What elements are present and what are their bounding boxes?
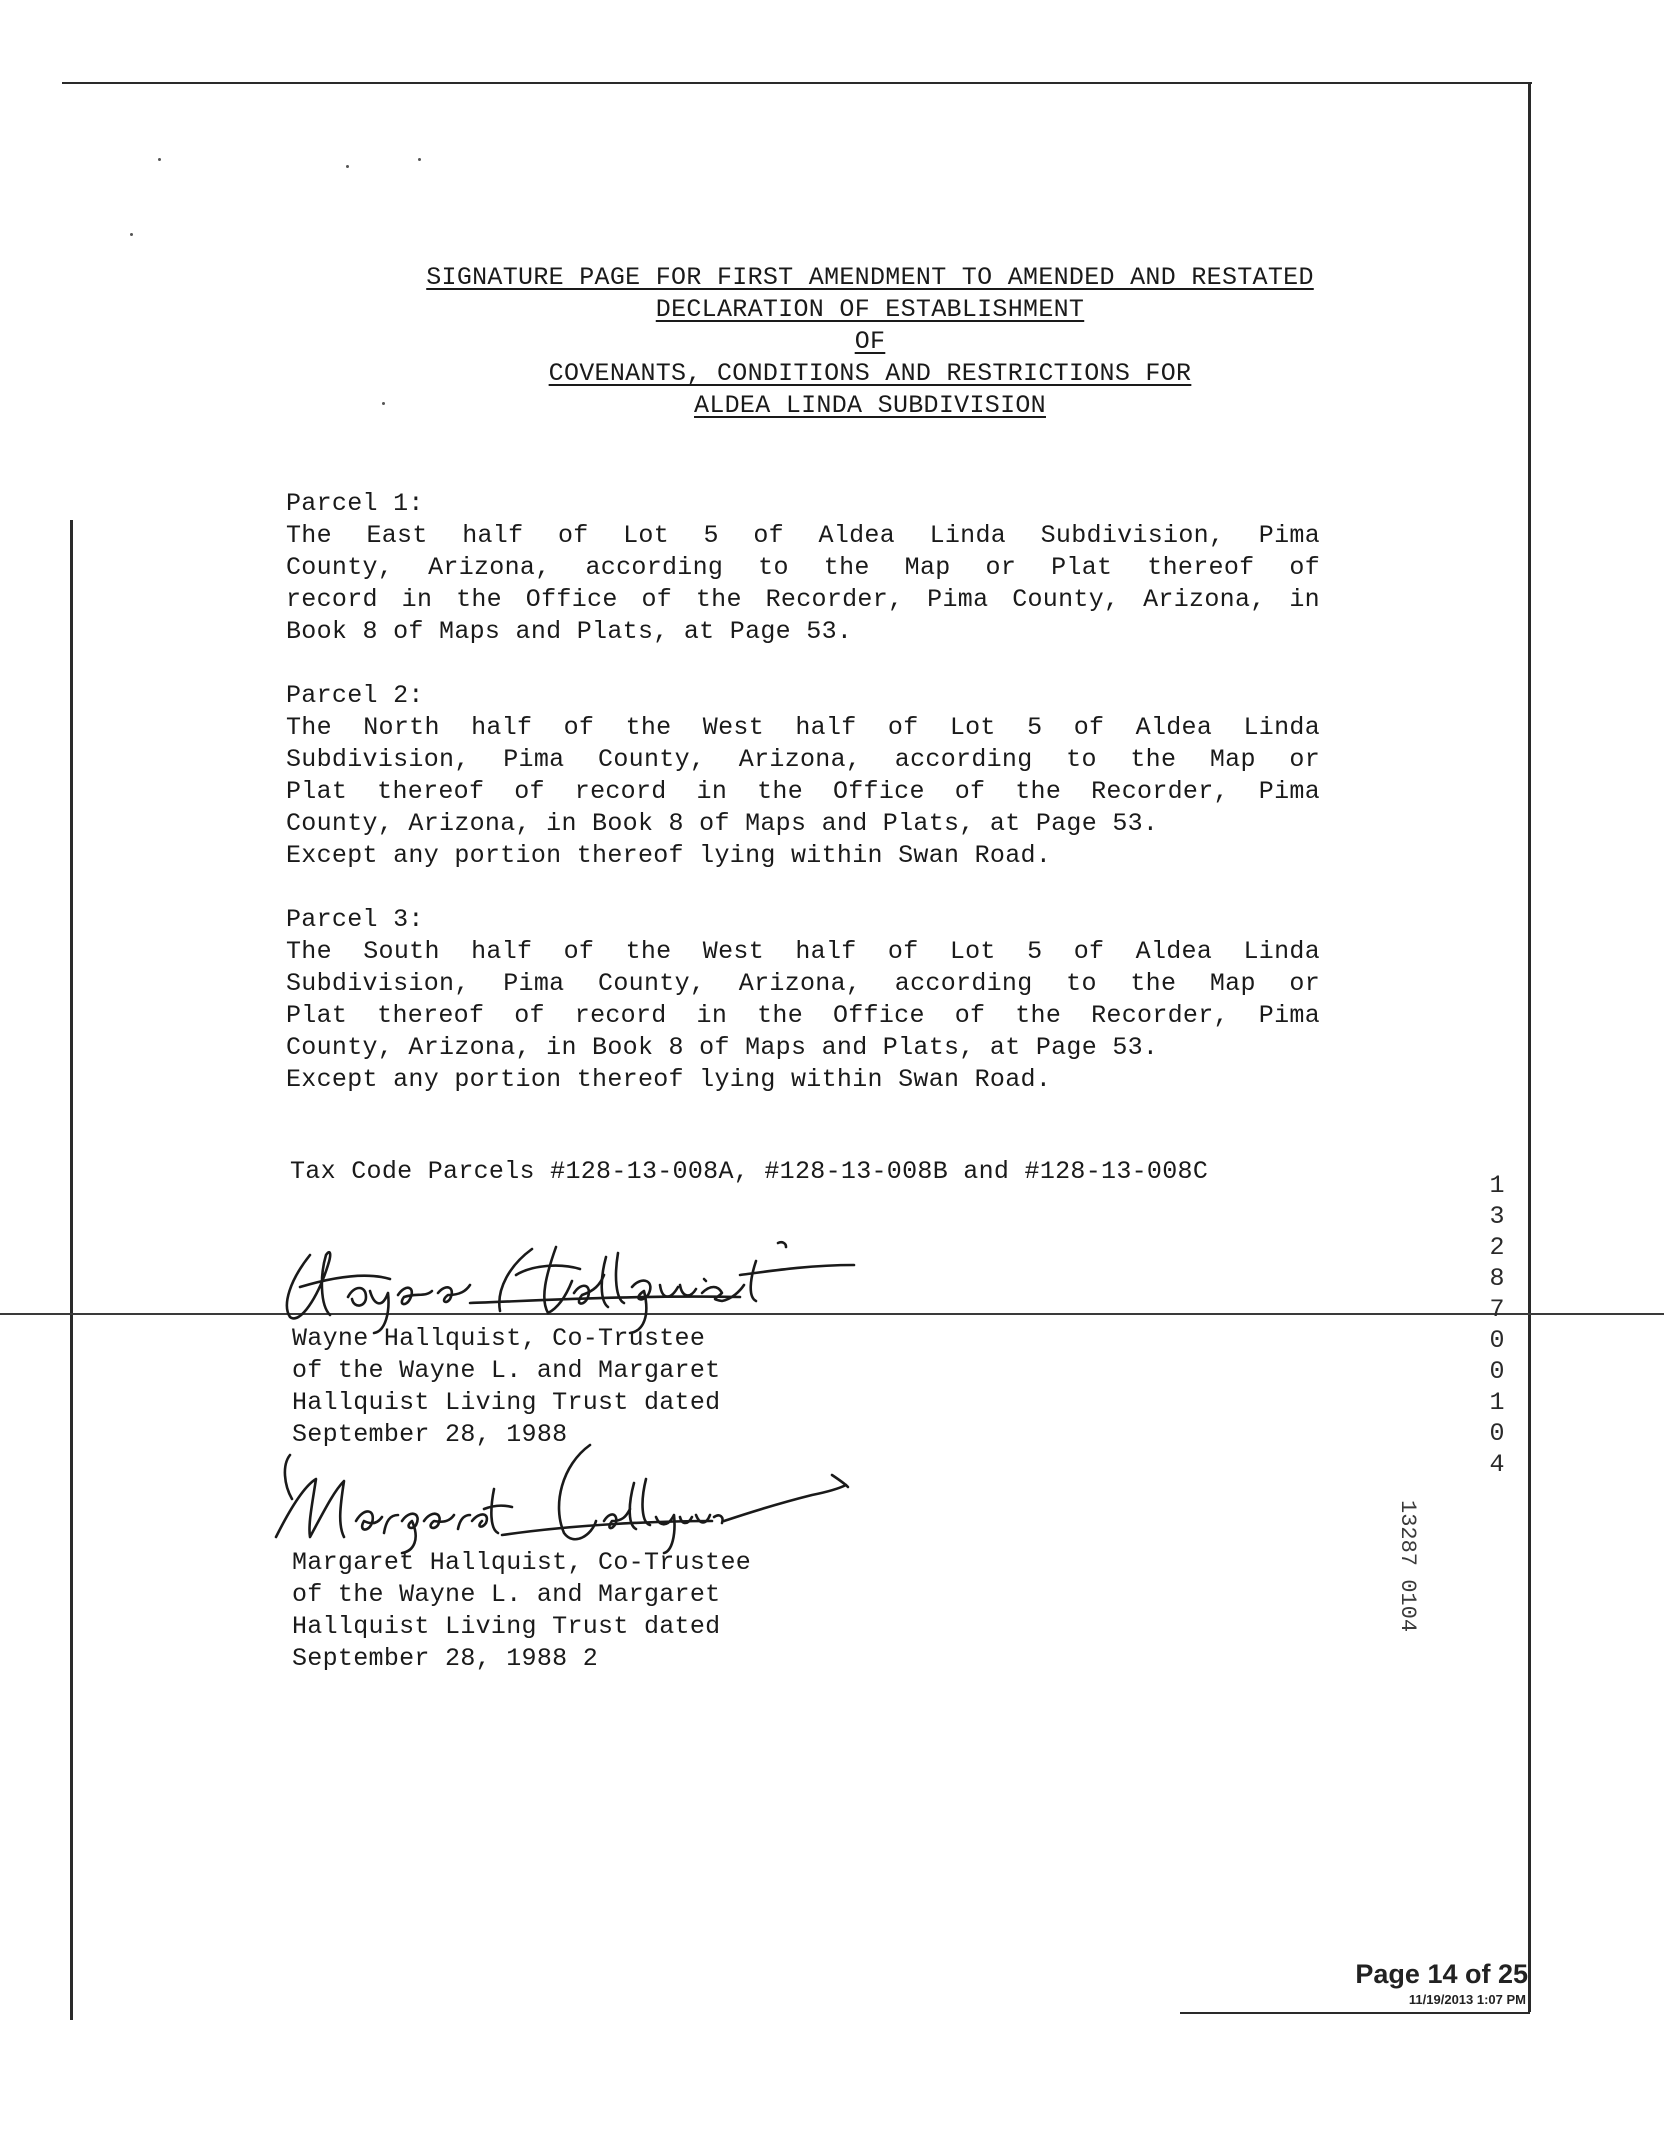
parcel-text-line: Except any portion thereof lying within Swan Road. <box>286 841 1052 870</box>
recording-digit: 8 <box>1489 1264 1505 1293</box>
parcel-text-line: Except any portion thereof lying within Swan Road. <box>286 1065 1052 1094</box>
parcel-text-line: County, Arizona, in Book 8 of Maps and Plats, at Page 53. <box>286 809 1159 838</box>
signatory-line: Hallquist Living Trust dated <box>292 1388 721 1417</box>
parcel-2 <box>286 680 1320 872</box>
scan-speck <box>158 158 161 161</box>
parcel-text-line: The East half of Lot 5 of Aldea Linda Subdivision, Pima <box>286 521 1320 550</box>
document-title <box>0 262 1664 422</box>
recording-digit: 0 <box>1489 1419 1505 1448</box>
recording-digit: 2 <box>1489 1233 1505 1262</box>
title-line: ALDEA LINDA SUBDIVISION <box>694 391 1046 420</box>
title-line: DECLARATION OF ESTABLISHMENT <box>655 295 1085 324</box>
parcel-text-line: The South half of the West half of Lot 5 of Aldea Linda <box>286 937 1320 966</box>
scan-speck <box>346 165 349 168</box>
margaret-hallquist-signature <box>272 1425 892 1555</box>
parcel-label: Parcel 1: <box>286 489 424 518</box>
title-line: OF <box>854 327 886 356</box>
signatory-line: September 28, 1988 <box>292 1420 568 1449</box>
recording-digit: 3 <box>1489 1202 1505 1231</box>
print-timestamp: 11/19/2013 1:07 PM <box>1408 1992 1526 2007</box>
signatory-line: of the Wayne L. and Margaret <box>292 1356 721 1385</box>
signatory-line: Hallquist Living Trust dated <box>292 1612 721 1641</box>
title-line: SIGNATURE PAGE FOR FIRST AMENDMENT TO AMENDED AND RESTATED <box>426 263 1314 292</box>
scan-border-top <box>62 82 1532 84</box>
recording-digit: 4 <box>1489 1450 1505 1479</box>
recording-stamp: 13287 0104 <box>1395 1500 1420 1633</box>
scan-speck <box>130 233 133 236</box>
parcel-1 <box>286 488 1320 648</box>
parcel-text-line: Subdivision, Pima County, Arizona, according to the Map or <box>286 745 1320 774</box>
wayne-hallquist-signature <box>270 1235 890 1335</box>
signatory-line: Wayne Hallquist, Co-Trustee <box>292 1324 706 1353</box>
recording-digit: 1 <box>1489 1388 1505 1417</box>
tax-code-parcels: Tax Code Parcels #128-13-008A, #128-13-008B and #128-13-008C <box>290 1157 1209 1186</box>
parcel-label: Parcel 2: <box>286 681 424 710</box>
parcel-text-line: record in the Office of the Recorder, Pima County, Arizona, in <box>286 585 1320 614</box>
signatory-line: of the Wayne L. and Margaret <box>292 1580 721 1609</box>
parcel-text-line: Subdivision, Pima County, Arizona, according to the Map or <box>286 969 1320 998</box>
parcel-text-line: County, Arizona, according to the Map or Plat thereof of <box>286 553 1320 582</box>
parcel-text-line: County, Arizona, in Book 8 of Maps and Plats, at Page 53. <box>286 1033 1159 1062</box>
parcel-text-line: Book 8 of Maps and Plats, at Page 53. <box>286 617 853 646</box>
parcel-text-line: Plat thereof of record in the Office of the Recorder, Pima <box>286 1001 1320 1030</box>
signatory-line: Margaret Hallquist, Co-Trustee <box>292 1548 752 1577</box>
parcel-3 <box>286 904 1320 1096</box>
recording-digit: 0 <box>1489 1357 1505 1386</box>
parcel-text-line: Plat thereof of record in the Office of the Recorder, Pima <box>286 777 1320 806</box>
recording-number <box>1482 1170 1512 1480</box>
page-number: Page 14 of 25 <box>1355 1959 1528 1989</box>
recording-digit: 0 <box>1489 1326 1505 1355</box>
recording-digit: 7 <box>1489 1295 1505 1324</box>
parcel-text-line: The North half of the West half of Lot 5 of Aldea Linda <box>286 713 1320 742</box>
scan-border-left <box>70 520 73 2020</box>
parcel-label: Parcel 3: <box>286 905 424 934</box>
footer-rule <box>1180 2012 1530 2014</box>
recording-digit: 1 <box>1489 1171 1505 1200</box>
title-line: COVENANTS, CONDITIONS AND RESTRICTIONS FOR <box>548 359 1192 388</box>
scan-speck <box>418 158 421 161</box>
signatory-line: September 28, 1988 2 <box>292 1644 599 1673</box>
signatory-margaret-hallquist <box>292 1547 751 1675</box>
